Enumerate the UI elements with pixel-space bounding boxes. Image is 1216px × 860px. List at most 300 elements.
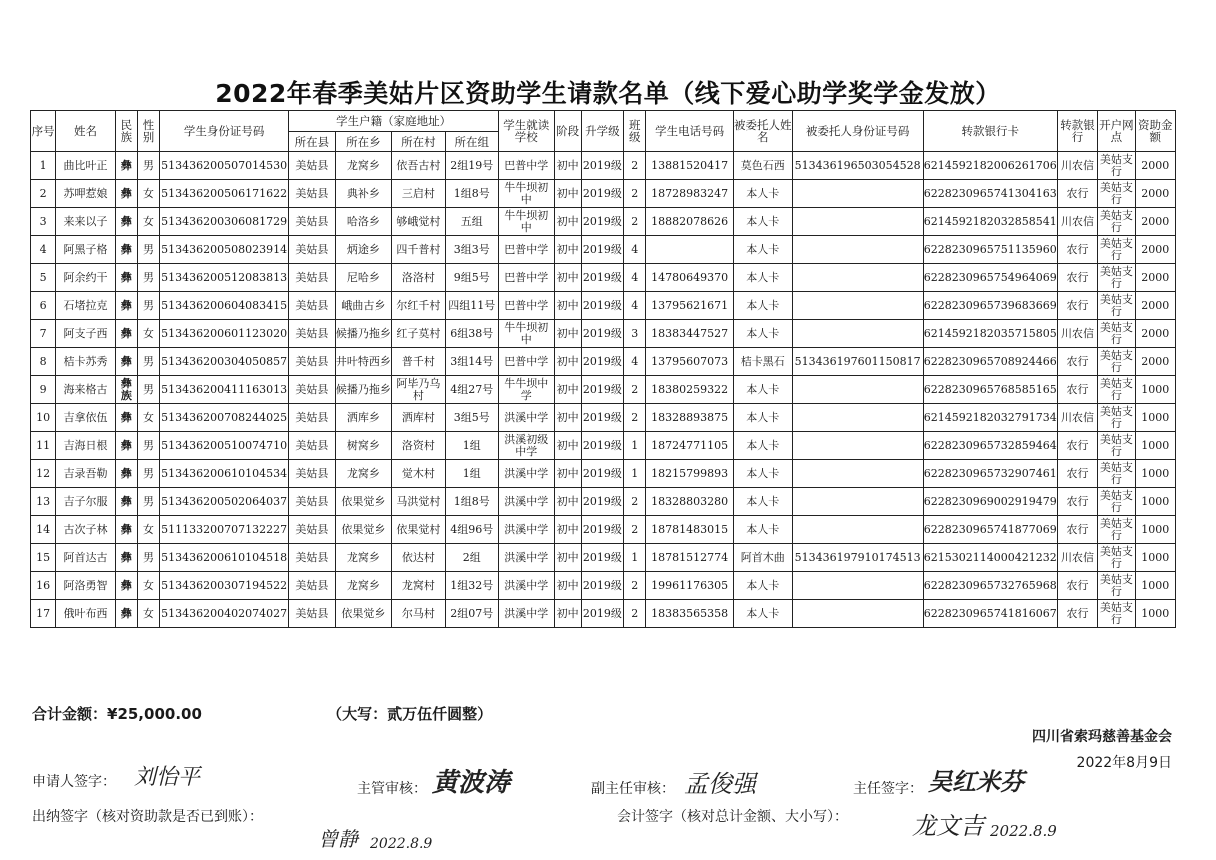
cell-card: 6228230965741877069 — [923, 516, 1057, 544]
cell-gender: 男 — [137, 152, 159, 180]
accountant-date: 2022.8.9 — [990, 822, 1057, 840]
cell-township: 龙窝乡 — [335, 544, 391, 572]
cell-group: 2组 — [445, 544, 498, 572]
cell-branch: 美姑支行 — [1098, 460, 1135, 488]
cell-branch: 美姑支行 — [1098, 236, 1135, 264]
cell-grade: 2019级 — [581, 292, 623, 320]
cell-village: 普千村 — [392, 348, 445, 376]
cell-amount: 1000 — [1135, 432, 1176, 460]
cell-name: 古次子林 — [56, 516, 116, 544]
cell-county: 美姑县 — [289, 460, 335, 488]
cell-amount: 1000 — [1135, 600, 1176, 628]
cell-seq: 13 — [31, 488, 56, 516]
supervisor-label: 主管审核： — [357, 781, 427, 797]
cell-id: 511133200707132227 — [160, 516, 289, 544]
cell-stage: 初中 — [554, 208, 581, 236]
cell-card: 6228230965708924466 — [923, 348, 1057, 376]
cell-gender: 男 — [137, 236, 159, 264]
total-upper: （大写：贰万伍仟圆整） — [327, 705, 493, 723]
cell-ethnicity: 彝 — [115, 600, 137, 628]
cell-stage: 初中 — [554, 152, 581, 180]
cell-amount: 1000 — [1135, 572, 1176, 600]
cell-school: 洪溪初级中学 — [499, 432, 554, 460]
header-group: 所在组 — [445, 132, 498, 152]
cell-amount: 1000 — [1135, 376, 1176, 404]
header-phone: 学生电话号码 — [646, 111, 734, 152]
cell-group: 3组5号 — [445, 404, 498, 432]
cell-school: 洪溪中学 — [499, 460, 554, 488]
cell-group: 四组11号 — [445, 292, 498, 320]
cell-amount: 1000 — [1135, 488, 1176, 516]
cell-seq: 17 — [31, 600, 56, 628]
cell-grade: 2019级 — [581, 488, 623, 516]
cell-trustee-id — [792, 264, 923, 292]
table-row — [31, 208, 1176, 236]
cell-stage: 初中 — [554, 544, 581, 572]
cell-seq: 1 — [31, 152, 56, 180]
cell-trustee-id — [792, 236, 923, 264]
cell-phone: 18781512774 — [646, 544, 734, 572]
table-row — [31, 180, 1176, 208]
header-ethnicity: 民族 — [115, 111, 137, 152]
cell-bank: 川农信 — [1057, 404, 1097, 432]
cell-amount: 2000 — [1135, 264, 1176, 292]
cell-phone: 18383565358 — [646, 600, 734, 628]
cell-stage: 初中 — [554, 264, 581, 292]
cell-county: 美姑县 — [289, 292, 335, 320]
cell-class: 1 — [624, 544, 646, 572]
cell-phone: 18724771105 — [646, 432, 734, 460]
cell-amount: 2000 — [1135, 180, 1176, 208]
cell-trustee: 本人卡 — [734, 404, 793, 432]
cell-card: 6228230965751135960 — [923, 236, 1057, 264]
cell-card: 6214592182032791734 — [923, 404, 1057, 432]
cell-school: 牛牛坝中学 — [499, 376, 554, 404]
table-row — [31, 292, 1176, 320]
cell-village: 洛资村 — [392, 432, 445, 460]
cell-branch: 美姑支行 — [1098, 404, 1135, 432]
cell-grade: 2019级 — [581, 432, 623, 460]
cell-ethnicity: 彝 — [115, 348, 137, 376]
header-bank: 转款银行 — [1057, 111, 1097, 152]
document-title: 2022年春季美姑片区资助学生请款名单（线下爱心助学奖学金发放） — [215, 79, 1001, 108]
cell-seq: 3 — [31, 208, 56, 236]
cell-branch: 美姑支行 — [1098, 348, 1135, 376]
cell-trustee-id — [792, 404, 923, 432]
cell-class: 2 — [624, 208, 646, 236]
cell-county: 美姑县 — [289, 600, 335, 628]
cell-phone: 19961176305 — [646, 572, 734, 600]
cell-school: 牛牛坝初中 — [499, 208, 554, 236]
cell-phone: 18380259322 — [646, 376, 734, 404]
student-table — [30, 110, 1176, 628]
cell-seq: 11 — [31, 432, 56, 460]
cell-id: 513436200507014530 — [160, 152, 289, 180]
table-row — [31, 488, 1176, 516]
cell-phone: 18728983247 — [646, 180, 734, 208]
cell-township: 尼哈乡 — [335, 264, 391, 292]
cell-class: 4 — [624, 236, 646, 264]
cell-township: 龙窝乡 — [335, 152, 391, 180]
vice-director-signature: 孟俊强 — [684, 770, 756, 798]
cell-grade: 2019级 — [581, 348, 623, 376]
cell-name: 石堵拉克 — [56, 292, 116, 320]
cell-class: 2 — [624, 152, 646, 180]
director-signature: 吴红米芬 — [928, 767, 1024, 796]
cell-trustee: 桔卡黑石 — [734, 348, 793, 376]
cell-trustee-id — [792, 600, 923, 628]
cell-bank: 农行 — [1057, 376, 1097, 404]
cell-trustee: 本人卡 — [734, 236, 793, 264]
cell-card: 6228230965768585165 — [923, 376, 1057, 404]
cell-village: 三启村 — [392, 180, 445, 208]
cell-township: 依果觉乡 — [335, 516, 391, 544]
cell-stage: 初中 — [554, 292, 581, 320]
table-row — [31, 516, 1176, 544]
cell-grade: 2019级 — [581, 236, 623, 264]
header-seq: 序号 — [31, 111, 56, 152]
cell-township: 典补乡 — [335, 180, 391, 208]
cell-card: 6228230969002919479 — [923, 488, 1057, 516]
cell-bank: 农行 — [1057, 460, 1097, 488]
header-gender: 性别 — [137, 111, 159, 152]
header-grade: 升学级 — [581, 111, 623, 152]
cell-group: 2组07号 — [445, 600, 498, 628]
cell-trustee: 本人卡 — [734, 376, 793, 404]
cell-bank: 川农信 — [1057, 152, 1097, 180]
cell-county: 美姑县 — [289, 152, 335, 180]
cell-name: 曲比叶正 — [56, 152, 116, 180]
cell-county: 美姑县 — [289, 516, 335, 544]
table-row — [31, 600, 1176, 628]
cell-ethnicity: 彝 — [115, 180, 137, 208]
supervisor-signature: 黄波涛 — [432, 768, 511, 798]
cell-amount: 2000 — [1135, 208, 1176, 236]
cell-amount: 2000 — [1135, 292, 1176, 320]
cell-id: 513436200502064037 — [160, 488, 289, 516]
cell-amount: 2000 — [1135, 236, 1176, 264]
cell-bank: 农行 — [1057, 516, 1097, 544]
cell-ethnicity: 彝 — [115, 320, 137, 348]
cell-school: 洪溪中学 — [499, 404, 554, 432]
cell-name: 阿黑子格 — [56, 236, 116, 264]
cell-grade: 2019级 — [581, 544, 623, 572]
cell-trustee-id — [792, 376, 923, 404]
cell-ethnicity: 彝 — [115, 404, 137, 432]
cell-bank: 农行 — [1057, 348, 1097, 376]
cell-class: 2 — [624, 376, 646, 404]
table-row — [31, 572, 1176, 600]
cell-village: 觉木村 — [392, 460, 445, 488]
cell-grade: 2019级 — [581, 460, 623, 488]
cell-amount: 1000 — [1135, 404, 1176, 432]
cell-seq: 6 — [31, 292, 56, 320]
cell-class: 4 — [624, 292, 646, 320]
cell-village: 尔马村 — [392, 600, 445, 628]
cell-phone: 18383447527 — [646, 320, 734, 348]
cell-township: 峨曲古乡 — [335, 292, 391, 320]
director-label: 主任签字： — [853, 781, 923, 797]
cell-amount: 2000 — [1135, 320, 1176, 348]
cell-name: 海来格古 — [56, 376, 116, 404]
cell-name: 苏呷惹娘 — [56, 180, 116, 208]
cell-phone: 18215799893 — [646, 460, 734, 488]
cell-class: 1 — [624, 432, 646, 460]
cell-trustee-id — [792, 516, 923, 544]
cell-school: 洪溪中学 — [499, 544, 554, 572]
cell-group: 4组27号 — [445, 376, 498, 404]
cell-county: 美姑县 — [289, 264, 335, 292]
header-card: 转款银行卡 — [923, 111, 1057, 152]
cell-trustee-id — [792, 572, 923, 600]
cell-trustee-id — [792, 292, 923, 320]
cell-seq: 16 — [31, 572, 56, 600]
cell-village: 依达村 — [392, 544, 445, 572]
cell-name: 阿支子西 — [56, 320, 116, 348]
cell-school: 洪溪中学 — [499, 488, 554, 516]
cell-county: 美姑县 — [289, 572, 335, 600]
cell-village: 依吾古村 — [392, 152, 445, 180]
table-row — [31, 432, 1176, 460]
cashier-date: 2022.8.9 — [370, 836, 433, 852]
cell-amount: 2000 — [1135, 152, 1176, 180]
table-row — [31, 320, 1176, 348]
cell-grade: 2019级 — [581, 376, 623, 404]
cell-school: 巴普中学 — [499, 292, 554, 320]
cell-group: 1组32号 — [445, 572, 498, 600]
cell-gender: 女 — [137, 404, 159, 432]
cell-school: 洪溪中学 — [499, 572, 554, 600]
cell-gender: 男 — [137, 544, 159, 572]
cell-trustee: 本人卡 — [734, 320, 793, 348]
cell-stage: 初中 — [554, 320, 581, 348]
cell-trustee: 本人卡 — [734, 292, 793, 320]
cell-group: 1组8号 — [445, 180, 498, 208]
cell-id: 513436200604083415 — [160, 292, 289, 320]
cell-county: 美姑县 — [289, 236, 335, 264]
cell-card: 6228230965732765968 — [923, 572, 1057, 600]
cell-township: 候播乃拖乡 — [335, 376, 391, 404]
cell-seq: 4 — [31, 236, 56, 264]
cell-id: 513436200610104518 — [160, 544, 289, 572]
cell-stage: 初中 — [554, 404, 581, 432]
table-row — [31, 152, 1176, 180]
cell-ethnicity: 彝 — [115, 460, 137, 488]
table-row — [31, 348, 1176, 376]
cell-township: 哈洛乡 — [335, 208, 391, 236]
cell-bank: 农行 — [1057, 432, 1097, 460]
cell-ethnicity: 彝 — [115, 208, 137, 236]
cell-stage: 初中 — [554, 432, 581, 460]
cell-bank: 农行 — [1057, 292, 1097, 320]
cell-trustee: 本人卡 — [734, 572, 793, 600]
cell-phone: 14780649370 — [646, 264, 734, 292]
table-row — [31, 236, 1176, 264]
cell-stage: 初中 — [554, 180, 581, 208]
cell-grade: 2019级 — [581, 572, 623, 600]
cell-ethnicity: 彝 — [115, 572, 137, 600]
cell-seq: 5 — [31, 264, 56, 292]
table-row — [31, 544, 1176, 572]
cell-seq: 12 — [31, 460, 56, 488]
cell-township: 井叶特西乡 — [335, 348, 391, 376]
organization-name: 四川省索玛慈善基金会 — [1032, 729, 1172, 745]
cell-ethnicity: 彝 — [115, 516, 137, 544]
cell-amount: 2000 — [1135, 348, 1176, 376]
cell-trustee-id — [792, 460, 923, 488]
header-county: 所在县 — [289, 132, 335, 152]
cell-county: 美姑县 — [289, 208, 335, 236]
cell-branch: 美姑支行 — [1098, 544, 1135, 572]
cell-stage: 初中 — [554, 236, 581, 264]
cell-school: 牛牛坝初中 — [499, 320, 554, 348]
cell-school: 巴普中学 — [499, 152, 554, 180]
cell-name: 吉海日根 — [56, 432, 116, 460]
cell-branch: 美姑支行 — [1098, 432, 1135, 460]
cell-school: 洪溪中学 — [499, 600, 554, 628]
cell-ethnicity: 彝 — [115, 488, 137, 516]
cell-trustee: 本人卡 — [734, 488, 793, 516]
cell-township: 候播乃拖乡 — [335, 320, 391, 348]
cell-id: 513436200610104534 — [160, 460, 289, 488]
cell-gender: 女 — [137, 208, 159, 236]
cashier-label: 出纳签字（核对资助款是否已到账）： — [32, 809, 263, 825]
cell-county: 美姑县 — [289, 404, 335, 432]
cell-branch: 美姑支行 — [1098, 488, 1135, 516]
cell-amount: 1000 — [1135, 516, 1176, 544]
cell-village: 马洪觉村 — [392, 488, 445, 516]
cell-stage: 初中 — [554, 572, 581, 600]
cell-class: 2 — [624, 180, 646, 208]
cell-group: 6组38号 — [445, 320, 498, 348]
cell-id: 513436200304050857 — [160, 348, 289, 376]
cell-ethnicity: 彝 — [115, 152, 137, 180]
cell-gender: 男 — [137, 376, 159, 404]
cell-group: 3组14号 — [445, 348, 498, 376]
cell-branch: 美姑支行 — [1098, 600, 1135, 628]
cell-grade: 2019级 — [581, 152, 623, 180]
cell-township: 炳途乡 — [335, 236, 391, 264]
cell-card: 6214592182032858541 — [923, 208, 1057, 236]
cell-id: 513436200307194522 — [160, 572, 289, 600]
cell-grade: 2019级 — [581, 180, 623, 208]
cell-branch: 美姑支行 — [1098, 516, 1135, 544]
cell-phone: 18328803280 — [646, 488, 734, 516]
cell-trustee: 本人卡 — [734, 208, 793, 236]
cell-bank: 农行 — [1057, 264, 1097, 292]
cell-stage: 初中 — [554, 600, 581, 628]
cell-village: 够峨觉村 — [392, 208, 445, 236]
cell-county: 美姑县 — [289, 432, 335, 460]
cell-class: 2 — [624, 516, 646, 544]
cell-card: 6228230965732859464 — [923, 432, 1057, 460]
cell-gender: 女 — [137, 572, 159, 600]
cell-bank: 农行 — [1057, 572, 1097, 600]
cell-class: 2 — [624, 600, 646, 628]
cell-township: 树窝乡 — [335, 432, 391, 460]
cell-trustee: 本人卡 — [734, 516, 793, 544]
cell-phone: 18781483015 — [646, 516, 734, 544]
cell-county: 美姑县 — [289, 348, 335, 376]
cell-class: 2 — [624, 572, 646, 600]
cell-class: 2 — [624, 488, 646, 516]
cell-class: 3 — [624, 320, 646, 348]
table-row — [31, 460, 1176, 488]
cell-class: 4 — [624, 264, 646, 292]
header-township: 所在乡 — [335, 132, 391, 152]
cell-gender: 男 — [137, 460, 159, 488]
cell-grade: 2019级 — [581, 404, 623, 432]
cell-stage: 初中 — [554, 376, 581, 404]
applicant-signature: 刘怡平 — [134, 765, 201, 790]
cell-gender: 男 — [137, 432, 159, 460]
header-trustee-id: 被委托人身份证号码 — [792, 111, 923, 152]
cell-township: 龙窝乡 — [335, 460, 391, 488]
cell-village: 阿毕乃乌村 — [392, 376, 445, 404]
cell-phone — [646, 236, 734, 264]
cell-name: 吉拿依伍 — [56, 404, 116, 432]
cell-ethnicity: 彝 — [115, 432, 137, 460]
cell-gender: 男 — [137, 264, 159, 292]
cell-name: 俄叶布西 — [56, 600, 116, 628]
cell-school: 巴普中学 — [499, 236, 554, 264]
cell-id: 513436200601123020 — [160, 320, 289, 348]
cell-grade: 2019级 — [581, 264, 623, 292]
cell-village: 尔红千村 — [392, 292, 445, 320]
cell-group: 五组 — [445, 208, 498, 236]
cell-name: 吉录吾勒 — [56, 460, 116, 488]
cell-branch: 美姑支行 — [1098, 180, 1135, 208]
cell-branch: 美姑支行 — [1098, 376, 1135, 404]
cell-card: 6228230965741816067 — [923, 600, 1057, 628]
cell-id: 513436200306081729 — [160, 208, 289, 236]
cell-gender: 男 — [137, 292, 159, 320]
header-name: 姓名 — [56, 111, 116, 152]
cell-seq: 9 — [31, 376, 56, 404]
cell-school: 洪溪中学 — [499, 516, 554, 544]
cell-seq: 15 — [31, 544, 56, 572]
cell-trustee-id: 513436197601150817 — [792, 348, 923, 376]
cell-trustee: 本人卡 — [734, 460, 793, 488]
header-household: 学生户籍（家庭地址） — [289, 111, 499, 132]
cell-stage: 初中 — [554, 516, 581, 544]
cell-group: 2组19号 — [445, 152, 498, 180]
cell-ethnicity: 彝 — [115, 236, 137, 264]
cell-id: 513436200508023914 — [160, 236, 289, 264]
cell-county: 美姑县 — [289, 180, 335, 208]
cell-school: 巴普中学 — [499, 264, 554, 292]
cell-group: 3组3号 — [445, 236, 498, 264]
header-stage: 阶段 — [554, 111, 581, 152]
cell-name: 阿余约干 — [56, 264, 116, 292]
cell-trustee-id — [792, 208, 923, 236]
cell-township: 依果觉乡 — [335, 488, 391, 516]
cell-stage: 初中 — [554, 488, 581, 516]
cell-phone: 13795607073 — [646, 348, 734, 376]
cell-seq: 10 — [31, 404, 56, 432]
cell-township: 洒库乡 — [335, 404, 391, 432]
cell-id: 513436200708244025 — [160, 404, 289, 432]
accountant-label: 会计签字（核对总计金额、大小写）： — [617, 809, 848, 825]
cell-trustee: 本人卡 — [734, 180, 793, 208]
cell-amount: 1000 — [1135, 460, 1176, 488]
total-label: 合计金额：¥25,000.00 — [32, 705, 202, 723]
cell-seq: 8 — [31, 348, 56, 376]
header-amount: 资助金额 — [1135, 111, 1176, 152]
cell-group: 1组 — [445, 460, 498, 488]
accountant-signature: 龙文吉 — [912, 812, 984, 840]
cell-id: 513436200411163013 — [160, 376, 289, 404]
